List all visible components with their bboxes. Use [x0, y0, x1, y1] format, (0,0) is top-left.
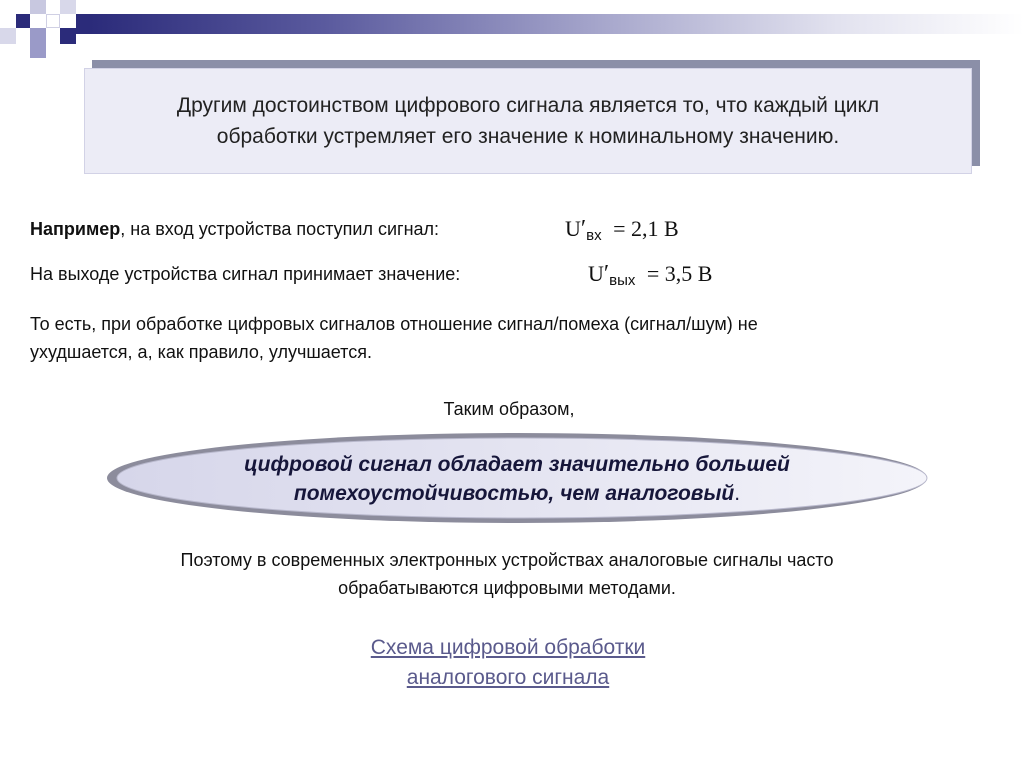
output-formula-prime: ′	[603, 261, 610, 287]
input-formula-sub: вх	[586, 227, 602, 244]
scheme-link-line-2[interactable]: аналогового сигнала	[406, 666, 610, 689]
explanation-paragraph	[30, 310, 990, 366]
scheme-link[interactable]	[0, 633, 1016, 693]
output-formula-value: = 3,5 В	[646, 261, 713, 286]
therefore-paragraph	[0, 546, 1019, 602]
scheme-link-line-1[interactable]: Схема цифровой обработки	[370, 636, 646, 659]
conclusion-period: .	[734, 482, 741, 505]
input-formula-symbol: U	[565, 216, 581, 241]
therefore-line-2: обрабатываются цифровыми методами.	[338, 578, 676, 598]
input-formula-prime: ′	[580, 216, 587, 242]
input-formula-value: = 2,1 В	[613, 216, 679, 241]
callout-box	[84, 68, 972, 174]
therefore-line-1: Поэтому в современных электронных устройствах аналоговые сигналы часто	[180, 550, 834, 570]
explanation-line-1: То есть, при обработке цифровых сигналов отношение сигнал/помеха (сигнал/шум) не	[30, 314, 758, 334]
conclusion-line-2: помехоустойчивостью, чем аналоговый	[293, 482, 735, 505]
conclusion-text	[106, 450, 928, 508]
input-formula	[565, 216, 679, 243]
example-lead-bold: Например	[30, 219, 121, 239]
example-line	[30, 219, 439, 240]
callout-line-2: обработки устремляет его значение к номинальному значению.	[216, 125, 840, 148]
header-gradient-bar	[90, 14, 1024, 34]
thus-text: Таким образом,	[443, 399, 575, 419]
conclusion-line-1: цифровой сигнал обладает значительно большей	[244, 453, 790, 476]
example-lead-text: , на вход устройства поступил сигнал:	[120, 219, 440, 239]
output-formula-symbol: U	[588, 261, 604, 286]
output-line: На выходе устройства сигнал принимает значение:	[30, 264, 461, 284]
explanation-line-2: ухудшается, а, как правило, улучшается.	[30, 342, 372, 362]
output-formula	[588, 261, 712, 288]
callout-line-1: Другим достоинством цифрового сигнала является то, что каждый цикл	[176, 94, 880, 117]
output-formula-sub: вых	[609, 272, 636, 289]
